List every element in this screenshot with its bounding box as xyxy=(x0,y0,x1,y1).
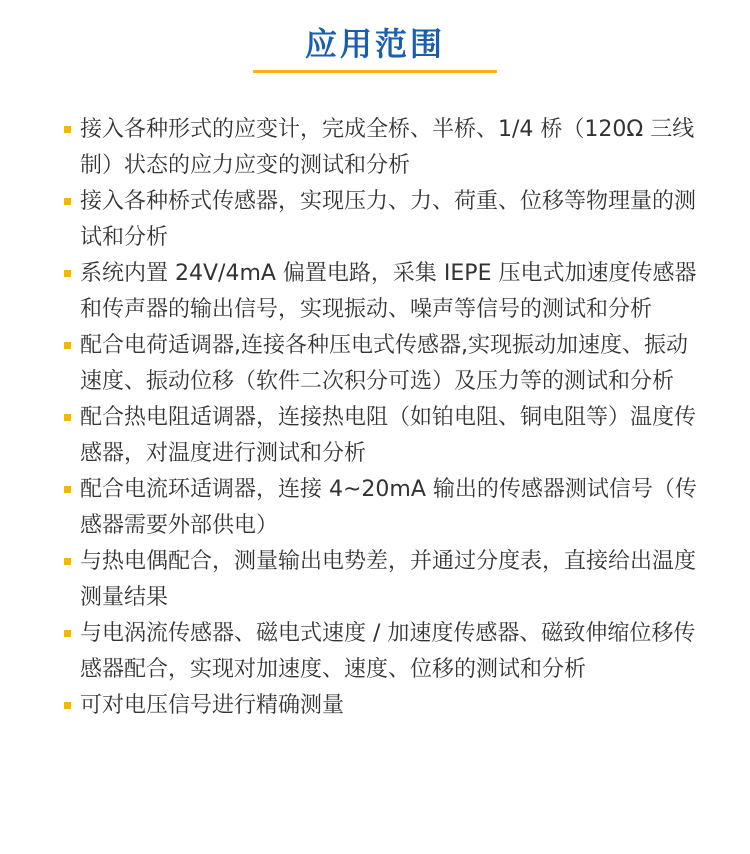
list-item xyxy=(62,256,702,328)
list-item-text: 配合热电阻适调器，连接热电阻（如铂电阻、铜电阻等）温度传感器，对温度进行测试和分析 xyxy=(80,405,697,466)
list-item-text: 系统内置 24V/4mA 偏置电路，采集 IEPE 压电式加速度传感器和传声器的输出信号，实现振动、噪声等信号的测试和分析 xyxy=(80,261,697,322)
square-bullet-icon xyxy=(64,342,71,349)
square-bullet-icon xyxy=(64,198,71,205)
application-list xyxy=(62,112,702,724)
list-item-text: 接入各种桥式传感器，实现压力、力、荷重、位移等物理量的测试和分析 xyxy=(80,189,697,250)
square-bullet-icon xyxy=(64,270,71,277)
list-item-text: 配合电流环适调器，连接 4~20mA 输出的传感器测试信号（传感器需要外部供电） xyxy=(80,477,697,538)
square-bullet-icon xyxy=(64,486,71,493)
list-item-text: 与电涡流传感器、磁电式速度 / 加速度传感器、磁致伸缩位移传感器配合，实现对加速度、速度、位移的测试和分析 xyxy=(80,621,696,682)
list-item xyxy=(62,328,702,400)
list-item-text: 接入各种形式的应变计，完成全桥、半桥、1/4 桥（120Ω 三线制）状态的应力应变的测试和分析 xyxy=(80,117,695,178)
title-underline xyxy=(253,70,497,73)
square-bullet-icon xyxy=(64,702,71,709)
square-bullet-icon xyxy=(64,414,71,421)
list-item-text: 配合电荷适调器,连接各种压电式传感器,实现振动加速度、振动速度、振动位移（软件二次积分可选）及压力等的测试和分析 xyxy=(80,333,688,394)
square-bullet-icon xyxy=(64,126,71,133)
page-title: 应用范围 xyxy=(304,25,445,63)
list-item-text: 与热电偶配合，测量输出电势差，并通过分度表，直接给出温度测量结果 xyxy=(80,549,697,610)
list-item-text: 可对电压信号进行精确测量 xyxy=(80,693,345,718)
list-item xyxy=(62,400,702,472)
list-item xyxy=(62,472,702,544)
list-item xyxy=(62,544,702,616)
list-item xyxy=(62,616,702,688)
list-item xyxy=(62,112,702,184)
square-bullet-icon xyxy=(64,630,71,637)
square-bullet-icon xyxy=(64,558,71,565)
list-item xyxy=(62,184,702,256)
list-item xyxy=(62,688,702,724)
